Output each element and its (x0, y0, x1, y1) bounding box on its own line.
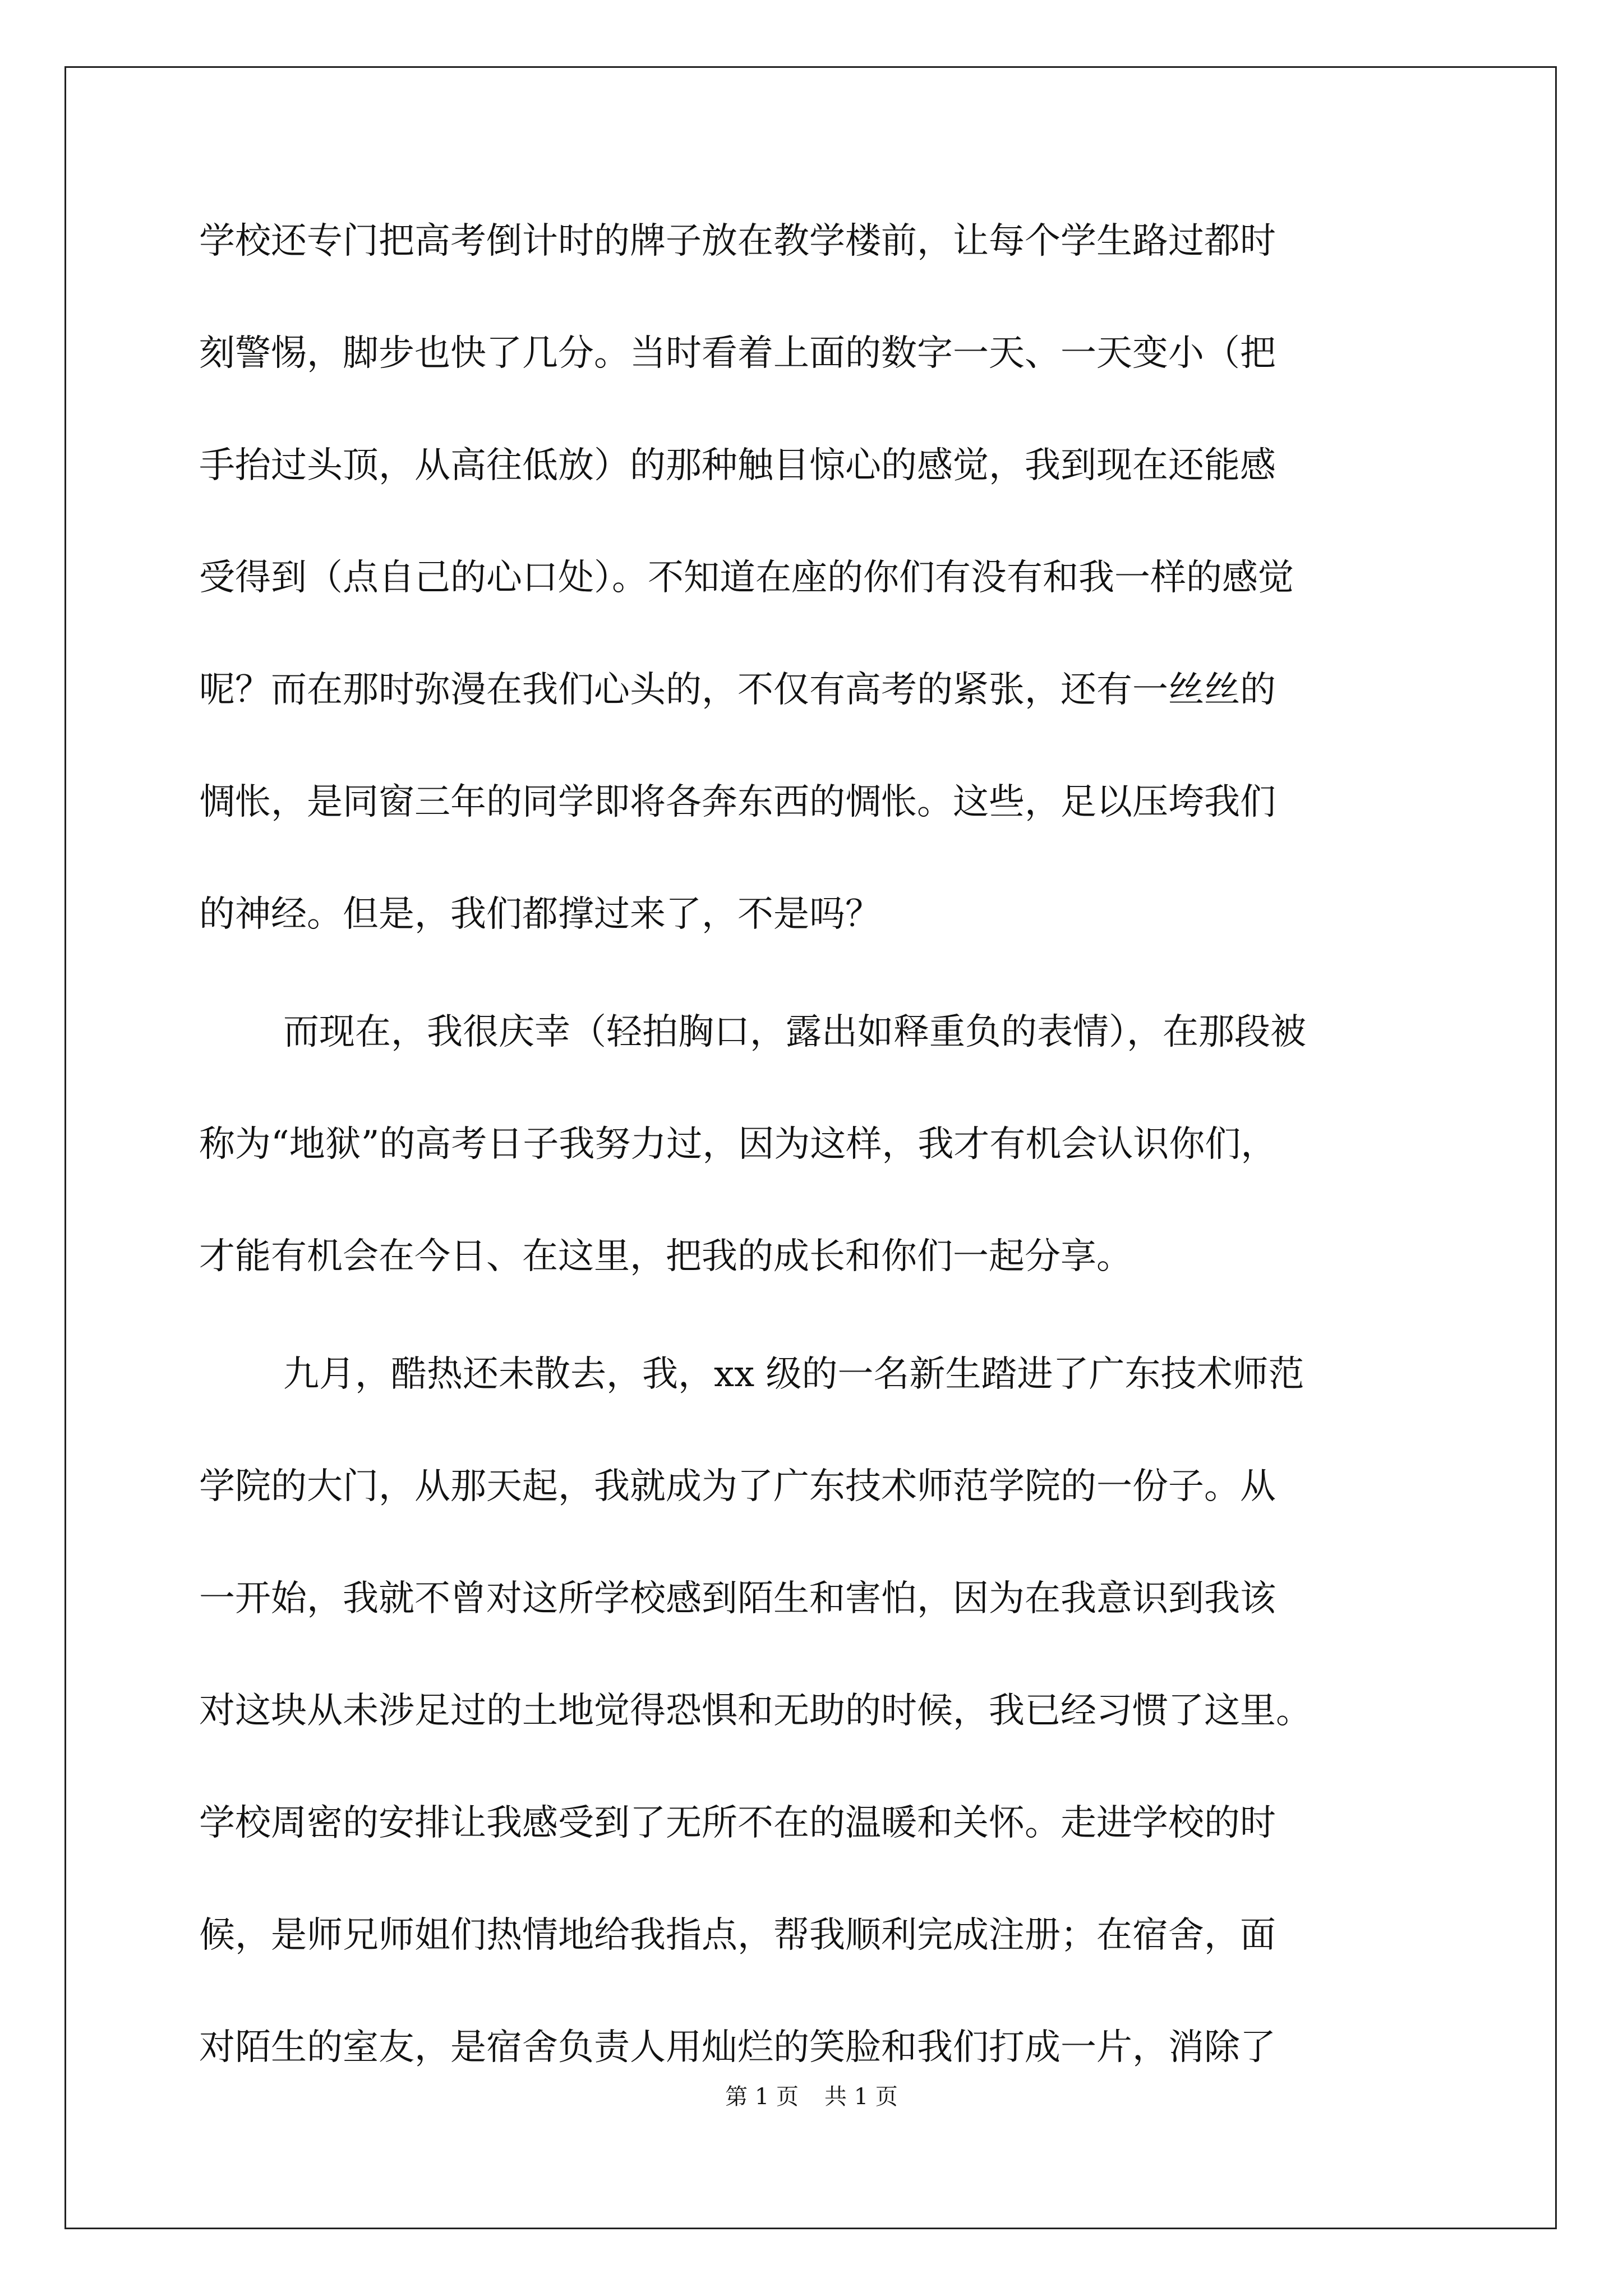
body-text-line: 呢？而在那时弥漫在我们心头的，不仅有高考的紧张，还有一丝丝的 (199, 669, 1276, 711)
body-text-line: 称为“地狱”的高考日子我努力过，因为这样，我才有机会认识你们， (199, 1124, 1277, 1165)
page-total: 共 1 页 (824, 2084, 898, 2110)
body-text-line: 手抬过头顶，从高往低放）的那种触目惊心的感觉，我到现在还能感 (199, 445, 1276, 486)
body-text-line: 学校还专门把高考倒计时的牌子放在教学楼前，让每个学生路过都时 (199, 220, 1276, 262)
paragraph-first-line: 九月，酷热还未散去，我，xx 级的一名新生踏进了广东技术师范 (283, 1354, 1304, 1395)
body-text-line: 对陌生的室友，是宿舍负责人用灿烂的笑脸和我们打成一片，消除了 (199, 2027, 1276, 2068)
body-text-line: 刻警惕，脚步也快了几分。当时看着上面的数字一天、一天变小（把 (199, 333, 1276, 374)
body-text-line: 学院的大门，从那天起，我就成为了广东技术师范学院的一份子。从 (199, 1466, 1276, 1507)
body-text-line: 才能有机会在今日、在这里，把我的成长和你们一起分享。 (199, 1236, 1132, 1277)
body-text-line: 对这块从未涉足过的土地觉得恐惧和无助的时候，我已经习惯了这里。 (199, 1690, 1312, 1732)
body-text-line: 学校周密的安排让我感受到了无所不在的温暖和关怀。走进学校的时 (199, 1802, 1276, 1844)
body-text-line: 受得到（点自己的心口处）。不知道在座的你们有没有和我一样的感觉 (199, 557, 1294, 599)
paragraph-first-line: 而现在，我很庆幸（轻拍胸口，露出如释重负的表情），在那段被 (283, 1011, 1306, 1053)
body-text-line: 一开始，我就不曾对这所学校感到陌生和害怕，因为在我意识到我该 (199, 1578, 1276, 1619)
body-text-line: 候，是师兄师姐们热情地给我指点，帮我顺利完成注册；在宿舍，面 (199, 1915, 1276, 1956)
page-number: 第 1 页 (725, 2084, 799, 2110)
body-text-line: 惆怅，是同窗三年的同学即将各奔东西的惆怅。这些，足以压垮我们 (199, 781, 1276, 823)
body-text-line: 的神经。但是，我们都撑过来了，不是吗？ (199, 894, 881, 935)
page-footer (0, 2086, 1623, 2108)
